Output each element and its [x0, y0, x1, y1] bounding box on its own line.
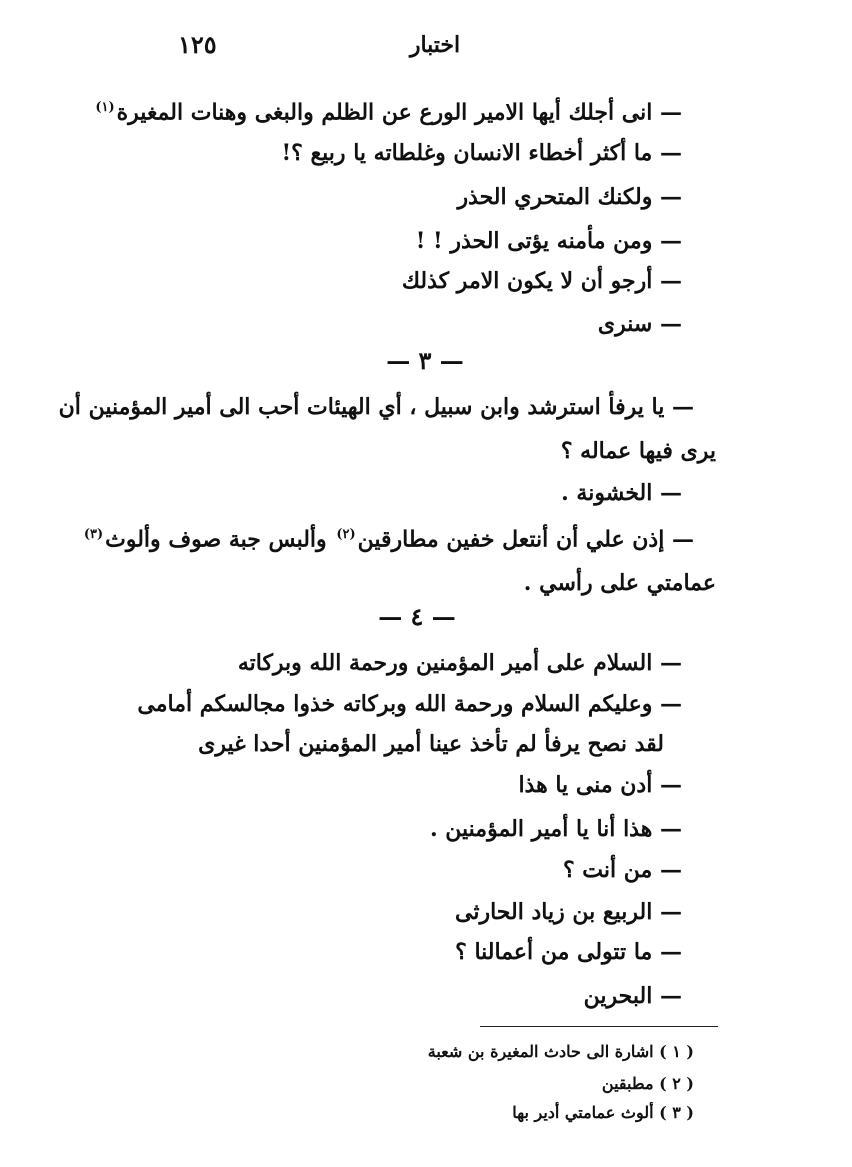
dialogue-line: — من أنت ؟ [562, 857, 682, 883]
dialogue-line: — ما أكثر أخطاء الانسان وغلطاته يا ربيع ؟! [281, 140, 682, 166]
footnote: ( ٣ ) ألوث عمامتي أدير بها [512, 1103, 694, 1122]
dialogue-line: — أرجو أن لا يكون الامر كذلك [401, 268, 682, 294]
dialogue-line: — يا يرفأ استرشد وابن سبيل ، أي الهيئات أحب الى أمير المؤمنين أن [58, 394, 694, 420]
dialogue-line: — وعليكم السلام ورحمة الله وبركاته خذوا مجالسكم أمامى [137, 691, 682, 717]
dialogue-line: لقد نصح يرفأ لم تأخذ عينا أمير المؤمنين أحدا غيرى [198, 731, 664, 757]
running-header-title: اختبار [409, 32, 461, 58]
dialogue-line: — ولكنك المتحري الحذر [457, 184, 682, 210]
dialogue-line: — ما تتولى من أعمالنا ؟ [455, 939, 682, 965]
footnote-ref: (٢) [336, 527, 356, 542]
dialogue-line: — الربيع بن زياد الحارثى [455, 899, 682, 925]
footnote-ref: (٣) [83, 527, 104, 542]
dialogue-line: — ومن مأمنه يؤتى الحذر ! ! [415, 228, 682, 254]
page-number: ١٢٥ [178, 30, 217, 59]
footnote: ( ٢ ) مطبقين [601, 1074, 694, 1093]
dialogue-line: — السلام على أمير المؤمنين ورحمة الله وبركاته [237, 650, 682, 676]
dialogue-line: — أدن منى يا هذا [518, 772, 682, 798]
dialogue-line: — هذا أنا يا أمير المؤمنين . [429, 816, 682, 842]
dialogue-line: يرى فيها عماله ؟ [560, 438, 716, 464]
dialogue-line: — الخشونة . [561, 480, 682, 506]
dialogue-line: — انى أجلك أيها الامير الورع عن الظلم والبغى وهنات المغيرة$^{(١)}$ [95, 99, 682, 126]
section-number: — ٤ — [378, 602, 456, 631]
dialogue-line: عمامتي على رأسي . [523, 570, 716, 596]
footnote: ( ١ ) اشارة الى حادث المغيرة بن شعبة [427, 1042, 694, 1061]
dialogue-line: — البحرين [583, 983, 682, 1009]
footnote-divider [480, 1026, 718, 1027]
dialogue-line: — سنرى [597, 311, 682, 337]
dialogue-line: — إذن علي أن أنتعل خفين مطارقين$^{(٢)}$ وألبس جبة صوف وألوث$^{(٣)}$ [83, 526, 694, 553]
section-number: — ٣ — [386, 346, 464, 375]
footnote-ref: (١) [95, 100, 115, 115]
